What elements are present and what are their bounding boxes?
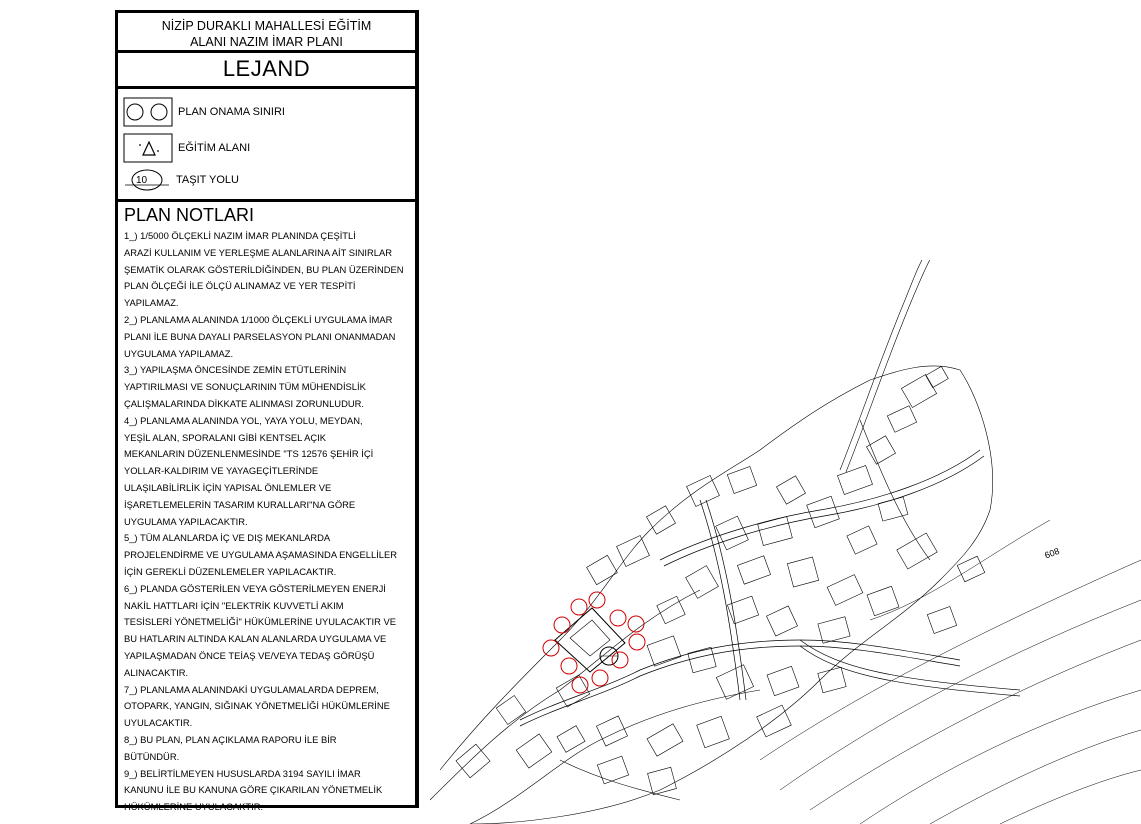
plan-note-3: 3_) YAPILAŞMA ÖNCESİNDE ZEMİN ETÜTLERİNİN YAPTIRILMASI VE SONUÇLARININ TÜM MÜHENDİSLİK ÇALIŞMALARINDA DİKKATE ALINMASI ZORUNLUDUR.	[124, 364, 366, 409]
plan-note-2: 2_) PLANLAMA ALANINDA 1/1000 ÖLÇEKLİ UYGULAMA İMAR PLANI İLE BUNA DAYALI PARSELASYON PLANI ONANMADAN UYGULAMA YAPILAMAZ.	[124, 313, 396, 359]
plan-notes	[118, 202, 415, 816]
education-area-symbol-icon	[123, 133, 173, 163]
plan-title-line1: NİZİP DURAKLI MAHALLESİ EĞİTİM	[161, 19, 372, 33]
legend-label-education: EĞİTİM ALANI	[178, 142, 251, 154]
map-base-linework	[430, 260, 1141, 824]
legend-label-road: TAŞIT YOLU	[176, 174, 239, 186]
plan-note-7: 7_) PLANLAMA ALANINDAKİ UYGULAMALARDA DEPREM, OTOPARK, YANGIN, SIĞINAK YÖNETMELİĞİ HÜKÜMLERİNE UYULACAKTIR.	[124, 683, 390, 729]
plan-title-line2: ALANI NAZIM İMAR PLANI	[190, 35, 343, 49]
plan-title	[118, 13, 415, 53]
legend-items	[118, 89, 415, 202]
legend-panel	[115, 10, 419, 813]
legend-heading: LEJAND	[118, 53, 415, 89]
plan-note-5: 5_) TÜM ALANLARDA İÇ VE DIŞ MEKANLARDA PROJELENDİRME VE UYGULAMA AŞAMASINDA ENGELLİLER İÇİN GEREKLİ DÜZENLEMELER YAPILACAKTIR.	[124, 532, 397, 577]
plan-note-6: 6_) PLANDA GÖSTERİLEN VEYA GÖSTERİLMEYEN ENERJİ NAKİL HATTLARI İÇİN "ELEKTRİK KUVVETLİ AKIM TESİSLERİ YÖNETMELİĞİ" HÜKÜMLERİNE UYULACAKTIR VE BU HATLARIN ALTINDA KALAN ALANLARDA UYGULAMA VE YAPILAŞMADAN ÖNCE TEİAŞ VE/VEYA TEDAŞ GÖRÜŞÜ ALINACAKTIR.	[124, 582, 396, 678]
plan-note-4: 4_) PLANLAMA ALANINDA YOL, YAYA YOLU, MEYDAN, YEŞİL ALAN, SPORALANI GİBİ KENTSEL AÇIK MEKANLARIN DÜZENLENMESİNDE "TS 12576 ŞEHİR İÇİ YOLLAR-KALDIRIM VE YAYAGEÇİTLERİNDE ULAŞILABİLİRLİK İÇİN YAPISAL ÖNLEMLER VE İŞARETLEMELERİN TASARIM KURALLARI"NA GÖRE UYGULAMA YAPILACAKTIR.	[124, 414, 374, 527]
legend-item-boundary	[118, 97, 415, 129]
contour-label: 608	[1043, 545, 1061, 561]
road-symbol-text: 10	[136, 175, 148, 186]
legend-label-boundary: PLAN ONAMA SINIRI	[178, 106, 285, 118]
road-symbol-icon	[123, 165, 173, 195]
plan-note-8: 8_) BU PLAN, PLAN AÇIKLAMA RAPORU İLE BİR BÜTÜNDÜR.	[124, 733, 337, 762]
plan-notes-heading: PLAN NOTLARI	[124, 205, 255, 225]
settlement-map	[395, 260, 1141, 824]
legend-item-education	[118, 133, 415, 165]
plan-boundary-symbol-icon	[123, 97, 173, 127]
plan-note-9: 9_) BELİRTİLMEYEN HUSUSLARDA 3194 SAYILI İMAR KANUNU İLE BU KANUNA GÖRE ÇIKARILAN YÖNETMELİK HÜKÜMLERİNE UYULACAKTIR.	[124, 767, 383, 813]
plan-note-1: 1_) 1/5000 ÖLÇEKLİ NAZIM İMAR PLANINDA ÇEŞİTLİ ARAZİ KULLANIM VE YERLEŞME ALANLARINA AİT SINIRLAR ŞEMATİK OLARAK GÖSTERİLDİĞİNDEN, BU PLAN ÜZERİNDEN PLAN ÖLÇEĞİ İLE ÖLÇÜ ALINAMAZ VE YER TESPİTİ YAPILAMAZ.	[124, 230, 404, 309]
legend-item-road	[118, 165, 415, 197]
